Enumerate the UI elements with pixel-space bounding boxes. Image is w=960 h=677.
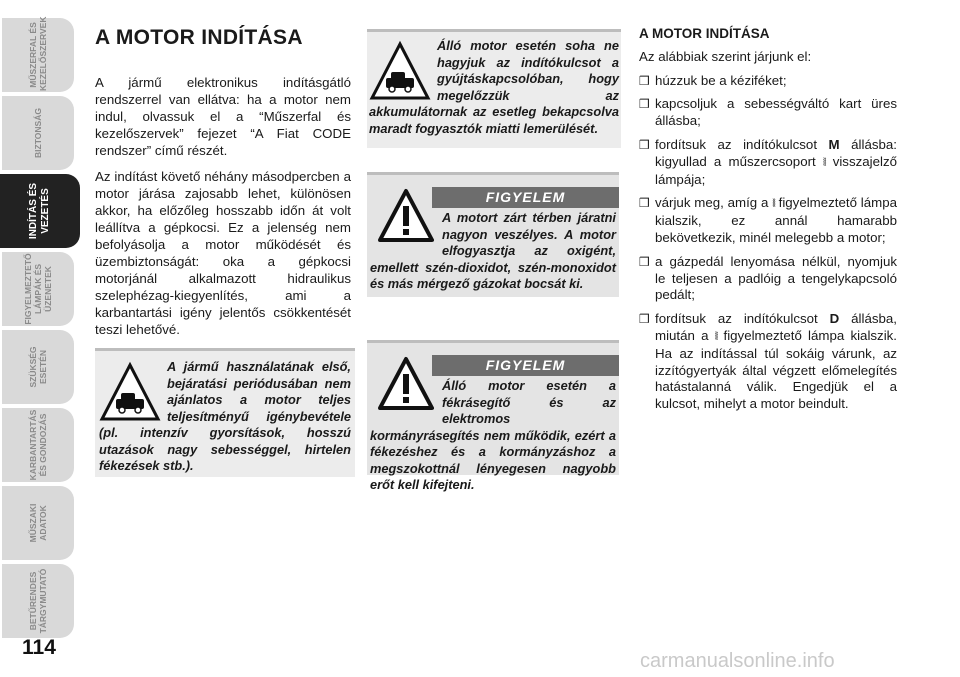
tab-figyelmezteto-lampak[interactable] — [2, 252, 74, 326]
warning-box-brake-assist — [367, 340, 619, 492]
item-text: állásba: kigyullad a műszercsoport — [655, 136, 897, 169]
tab-label: SZÜKSÉG ESETÉN — [28, 346, 48, 388]
tab-label: FIGYELMEZTETŐ LÁMPÁK ÉS ÜZENETEK — [23, 253, 53, 325]
tab-label: MŰSZERFAL ÉS KEZELŐSZERVEK — [28, 16, 48, 91]
list-item — [639, 254, 897, 304]
note-text: A jármű használatának első, bejáratási periódusában nem ajánlatos a motor teljes teljesítményű igénybevétele (pl. intenzív gyorsítások, hosszú utazások nagy sebességgel, hirtelen fékezések stb.). — [99, 359, 351, 473]
tab-szukseg-eseten[interactable] — [2, 330, 74, 404]
tab-muszerfal[interactable] — [2, 18, 74, 92]
list-item — [639, 311, 897, 413]
item-text: állásba, miután a — [655, 311, 897, 343]
glow-plug-icon: ⦚⦚ — [714, 330, 718, 343]
key-position: M — [828, 136, 840, 152]
watermark: carmanualsonline.info — [640, 650, 835, 672]
car-caution-icon — [99, 361, 161, 423]
checkbox-bullet-icon: ❒ — [639, 97, 650, 112]
glow-plug-icon: ⦚⦚ — [772, 198, 775, 211]
note-box-break-in — [95, 348, 355, 477]
item-text: várjuk meg, amíg a — [655, 195, 773, 211]
paragraph: Az indítást követő néhány másodpercben a motor járása zajosabb lehet, különösen akkor, ha előzőleg hosszabb időn át volt leállítva a gépkocsi. Ez a jelenség nem befolyásolja a motor működését és üzembiztonságát: oka a gépkocsi motorjánál alkalmazott hidraulikus szelephézag-kiegyenlítés, ami a karbantartási igény jelentős csökkentését teszi lehetővé. — [95, 169, 351, 337]
tab-label: KARBANTARTÁS ÉS GONDOZÁS — [28, 409, 48, 481]
item-text: fordítsuk az indítókulcsot — [655, 311, 830, 327]
checkbox-bullet-icon: ❒ — [639, 73, 650, 88]
warning-box-closed-space — [367, 172, 619, 297]
list-item — [639, 195, 897, 246]
warning-heading: FIGYELEM — [432, 187, 619, 208]
tab-inditas-es-vezetes[interactable] — [0, 174, 80, 248]
section-title: A MOTOR INDÍTÁSA — [95, 26, 303, 49]
tab-label: MŰSZAKI ADATOK — [28, 503, 48, 543]
tab-betu-rendes-targymutato[interactable] — [2, 564, 74, 638]
note-box-ignition-key — [367, 29, 621, 148]
tab-label: BIZTONSÁG — [33, 108, 43, 158]
page-number: 114 — [22, 636, 56, 659]
list-item — [639, 73, 897, 90]
key-position: D — [829, 311, 840, 327]
glow-plug-icon: ⦚⦚ — [822, 156, 826, 169]
warning-heading: FIGYELEM — [432, 355, 619, 376]
item-text: visszajelző lámpája; — [655, 153, 897, 187]
warning-triangle-icon — [378, 356, 434, 412]
tab-muszaki-adatok[interactable] — [2, 486, 74, 560]
item-text: figyelmeztető lámpa kialszik, ez annál hamarabb bekövetkezik, minél melegebb a motor; — [655, 195, 897, 245]
warning-triangle-icon — [378, 188, 434, 244]
intro-text: Az alábbiak szerint járjunk el: — [639, 48, 812, 64]
tab-label: BETŰRENDES TÁRGYMUTATÓ — [28, 568, 48, 634]
item-text: húzzuk be a kéziféket; — [655, 72, 787, 88]
paragraph: A jármű elektronikus indításgátló rendszerrel van ellátva: ha a motor nem indul, olvassuk el a “Műszerfal és kezelőszervek” fejezet “A Fiat CODE rendszer” című részét. — [95, 75, 351, 158]
item-text: fordítsuk az indítókulcsot — [655, 136, 829, 152]
item-text: kapcsoljuk a sebességváltó kart üres állásba; — [655, 96, 897, 129]
note-text: Álló motor esetén soha ne hagyjuk az indítókulcsot a gyújtáskapcsolóban, hogy megelőzzük az akkumulátornak az esetleg bekapcsolva maradt fogyasztók miatti lemerülését. — [369, 38, 619, 136]
checkbox-bullet-icon: ❒ — [639, 254, 650, 269]
item-text: a gázpedál lenyomása nélkül, nyomjuk le teljesen a padlóig a tengelykapcsoló pedált; — [655, 253, 897, 303]
column-1 — [95, 26, 351, 347]
warning-text: Álló motor esetén a fékrásegítő és az elektromos kormányrásegítés nem működik, ezért a fékezéshez és a kormányzáshoz a megszokottnál lényegesen nagyobb erőt kell kifejteni. — [370, 378, 616, 492]
car-caution-icon — [369, 40, 431, 102]
section-title: A MOTOR INDÍTÁSA — [639, 26, 770, 41]
checkbox-bullet-icon: ❒ — [639, 137, 650, 152]
checkbox-bullet-icon: ❒ — [639, 312, 650, 327]
checkbox-bullet-icon: ❒ — [639, 196, 650, 211]
tab-biztonsag[interactable] — [2, 96, 74, 170]
tab-label: INDÍTÁS ÉS VEZETÉS — [28, 182, 51, 240]
tab-karbantartas[interactable] — [2, 408, 74, 482]
list-item — [639, 96, 897, 130]
list-item — [639, 137, 897, 188]
warning-text: A motort zárt térben járatni nagyon veszélyes. A motor elfogyasztja az oxigént, emellett szén-dioxidot, szén-monoxidot és más mérgező gázokat bocsát ki. — [370, 210, 616, 291]
column-3 — [639, 26, 897, 420]
item-text: figyelmeztető lámpa kialszik. Ha az indítással túl sokáig várunk, az izzítógyertyák által végzett előmelegítés hatástalanná válik. Engedjük el a kulcsot, mihelyt a motor beindult. — [655, 327, 897, 412]
